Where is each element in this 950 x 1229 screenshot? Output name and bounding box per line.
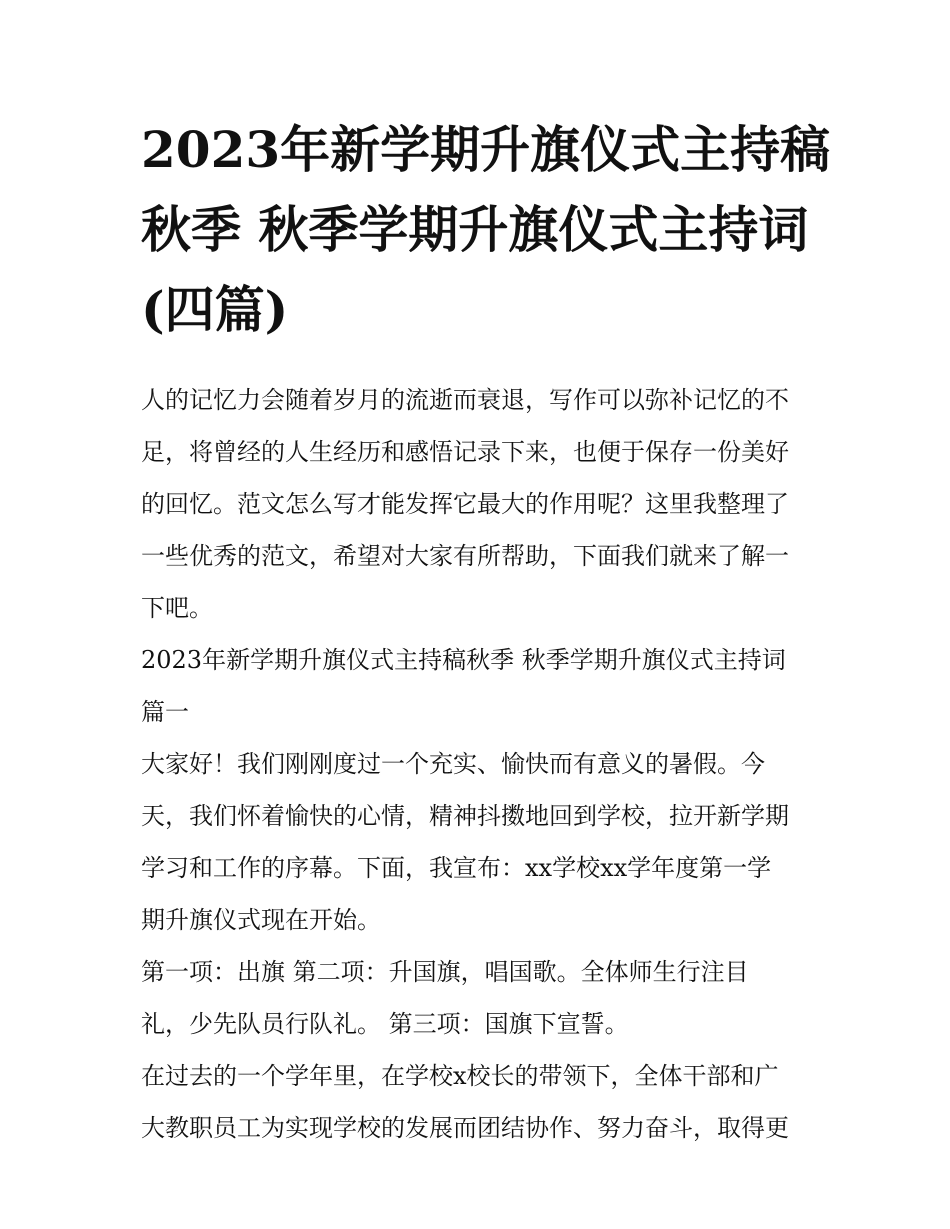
review-line: 大教职员工为实现学校的发展而团结协作、努力奋斗，取得更 <box>141 1114 789 1142</box>
document-page <box>141 110 831 1154</box>
section-heading-line: 2023年新学期升旗仪式主持稿秋季 秋季学期升旗仪式主持词 <box>141 646 786 674</box>
intro-line: 的回忆。范文怎么写才能发挥它最大的作用呢？这里我整理了 <box>141 490 789 518</box>
greeting-line: 大家好！我们刚刚度过一个充实、愉快而有意义的暑假。今 <box>141 750 765 778</box>
greeting-line: 天，我们怀着愉快的心情，精神抖擞地回到学校，拉开新学期 <box>141 802 789 830</box>
document-title <box>141 110 831 350</box>
intro-paragraph <box>141 374 816 634</box>
section-heading-line: 篇一 <box>141 698 189 726</box>
procedure-line: 第一项：出旗 第二项：升国旗，唱国歌。全体师生行注目 <box>141 958 749 986</box>
section-heading <box>141 634 816 738</box>
intro-line: 足，将曾经的人生经历和感悟记录下来，也便于保存一份美好 <box>141 438 789 466</box>
title-line-3: (四篇) <box>141 280 289 339</box>
greeting-line: 学习和工作的序幕。下面，我宣布：xx学校xx学年度第一学 <box>141 854 772 882</box>
greeting-paragraph <box>141 738 816 946</box>
intro-line: 一些优秀的范文，希望对大家有所帮助，下面我们就来了解一 <box>141 542 789 570</box>
intro-line: 人的记忆力会随着岁月的流逝而衰退，写作可以弥补记忆的不 <box>141 386 789 414</box>
procedure-paragraph <box>141 946 816 1050</box>
procedure-line: 礼，少先队员行队礼。 第三项：国旗下宣誓。 <box>141 1010 629 1038</box>
review-paragraph <box>141 1050 816 1154</box>
document-body <box>141 374 816 1154</box>
title-line-2: 秋季 秋季学期升旗仪式主持词 <box>141 200 809 259</box>
greeting-line: 期升旗仪式现在开始。 <box>141 906 381 934</box>
intro-line: 下吧。 <box>141 594 213 622</box>
review-line: 在过去的一个学年里，在学校x校长的带领下，全体干部和广 <box>141 1062 779 1090</box>
title-line-1: 2023年新学期升旗仪式主持稿 <box>141 120 831 179</box>
